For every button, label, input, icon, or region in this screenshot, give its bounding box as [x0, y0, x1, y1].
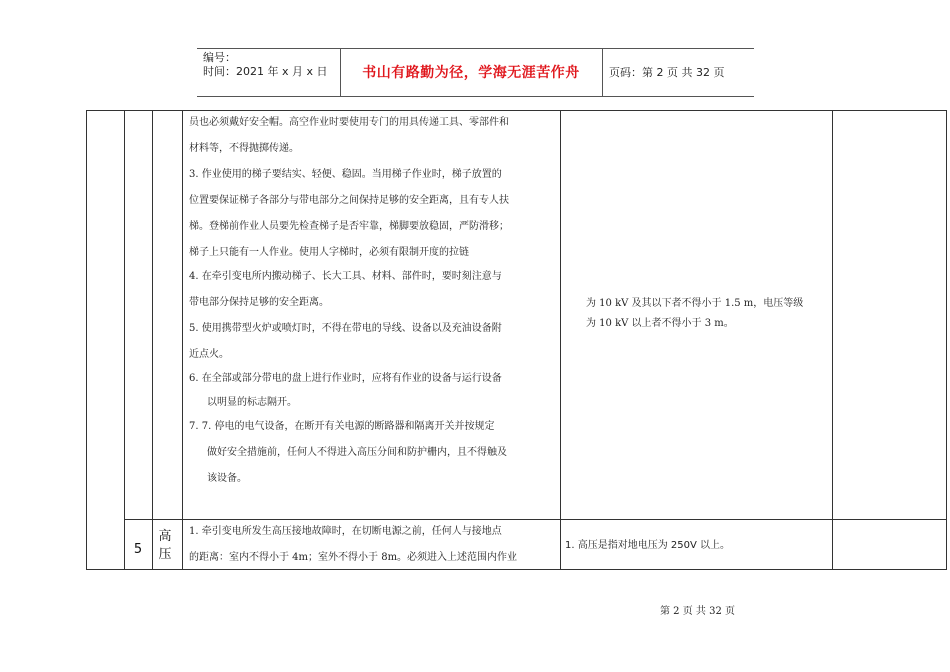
table-col-line-3: [182, 110, 183, 570]
header-top-rule: [197, 48, 754, 49]
note-line: 为 10 kV 以上者不得小于 3 m。: [586, 318, 734, 329]
content-line: 梯子上只能有一人作业。使用人字梯时，必须有限制开度的拉链: [189, 247, 469, 258]
note-line: 1. 高压是指对地电压为 250V 以上。: [565, 540, 731, 551]
content-line: 3. 作业使用的梯子要结实、轻便、稳固。当用梯子作业时，梯子放置的: [189, 169, 502, 180]
header-divider-right: [602, 48, 603, 96]
header-motto: 书山有路勤为径，学海无涯苦作舟: [362, 65, 580, 81]
content-line: 带电部分保持足够的安全距离。: [189, 297, 329, 308]
content-line: 员也必须戴好安全帽。高空作业时要使用专门的用具传递工具、零部件和: [189, 117, 509, 128]
header-meta: [203, 51, 328, 79]
content-line: 7. 7. 停电的电气设备，在断开有关电源的断路器和隔离开关并按规定: [189, 421, 495, 432]
row-topic-text: 高压: [158, 529, 172, 562]
content-line: 梯。登梯前作业人员要先检查梯子是否牢靠，梯脚要放稳固，严防滑移；: [189, 221, 509, 232]
content-line: 1. 牵引变电所发生高压接地故障时，在切断电源之前，任何人与接地点: [189, 526, 502, 537]
content-line: 做好安全措施前，任何人不得进入高压分间和防护栅内，且不得触及: [207, 447, 507, 458]
table-col-line-4: [560, 110, 561, 570]
content-line: 5. 使用携带型火炉或喷灯时，不得在带电的导线、设备以及充油设备附: [189, 323, 502, 334]
content-line: 以明显的标志隔开。: [207, 397, 297, 408]
page-footer: 第 2 页 共 32 页: [660, 606, 735, 617]
content-line: 6. 在全部或部分带电的盘上进行作业时，应将有作业的设备与运行设备: [189, 373, 502, 384]
table-col-line-5: [832, 110, 833, 570]
table-border-right: [946, 110, 947, 570]
header-page-label: 页码：第 2 页 共 32 页: [609, 66, 725, 79]
header-bottom-rule: [197, 96, 754, 97]
table-col-line-1: [124, 110, 125, 570]
content-line: 材料等，不得抛掷传递。: [189, 143, 299, 154]
content-line: 该设备。: [207, 473, 247, 484]
table-col-line-2: [152, 110, 153, 570]
content-line: 的距离：室内不得小于 4m；室外不得小于 8m。必须进入上述范围内作业: [189, 552, 518, 563]
row-number: 5: [133, 542, 143, 557]
row-topic: [152, 528, 178, 564]
content-line: 位置要保证梯子各部分与带电部分之间保持足够的安全距离，且有专人扶: [189, 195, 509, 206]
content-line: 4. 在牵引变电所内搬动梯子、长大工具、材料、部件时，要时刻注意与: [189, 271, 502, 282]
table-border-left: [86, 110, 87, 570]
header-date-label: 时间：2021 年 x 月 x 日: [203, 65, 328, 78]
header-number-label: 编号：: [203, 51, 236, 64]
content-line: 近点火。: [189, 349, 229, 360]
note-line: 为 10 kV 及其以下者不得小于 1.5 m，电压等级: [586, 298, 804, 309]
